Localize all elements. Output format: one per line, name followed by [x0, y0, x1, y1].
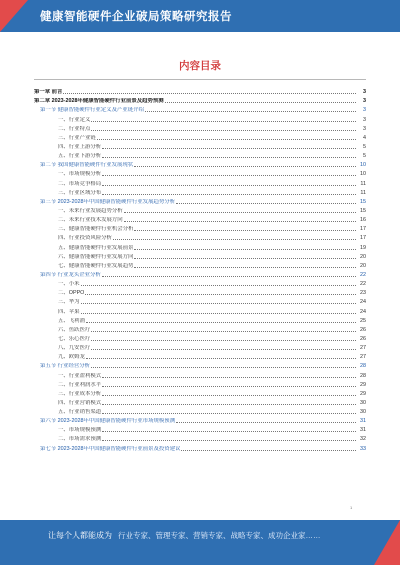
- toc-entry-text: 一、市场规模分析: [58, 171, 102, 178]
- toc-entry-text: 一、市场规模预测: [58, 427, 102, 434]
- toc-entry-text: 一、行业定义: [58, 116, 91, 123]
- toc-page-number: 10: [360, 162, 366, 169]
- toc-entry-text: 五、行业销售渠道: [58, 409, 102, 416]
- toc-entry-text: 五、健康智能硬件行业发展前景: [58, 244, 134, 251]
- toc-dot-leader: [86, 322, 356, 323]
- toc-dot-leader: [102, 194, 356, 195]
- toc-entry[interactable]: [34, 205, 366, 214]
- toc-entry[interactable]: [34, 278, 366, 287]
- toc-dot-leader: [176, 422, 356, 423]
- toc-entry[interactable]: [34, 177, 366, 186]
- toc-page-number: 27: [360, 345, 366, 352]
- toc-dot-leader: [85, 294, 356, 295]
- toc-entry[interactable]: [34, 260, 366, 269]
- toc-entry-text: 一、小米: [58, 281, 80, 288]
- toc-entry-text: 第七节 2023-2028年中国健康智能硬件行业前景及投资建议: [40, 445, 181, 452]
- toc-entry[interactable]: [34, 251, 366, 260]
- toc-dot-leader: [134, 258, 356, 259]
- toc-entry-text: 二、市场需求预测: [58, 436, 102, 443]
- header-bar: [0, 0, 400, 32]
- toc-entry[interactable]: [34, 95, 366, 104]
- toc-dot-leader: [134, 166, 356, 167]
- toc-page-number: 3: [363, 89, 366, 96]
- toc-page-number: 3: [363, 107, 366, 114]
- toc-entry[interactable]: [34, 86, 366, 95]
- toc-entry-text: 八、九安医疗: [58, 345, 91, 352]
- toc-page-number: 31: [360, 427, 366, 434]
- toc-dot-leader: [102, 157, 356, 158]
- toc-page-number: 5: [363, 143, 366, 150]
- toc-dot-leader: [81, 303, 356, 304]
- toc-entry[interactable]: [34, 442, 366, 451]
- toc-entry-text: 四、行业上游分析: [58, 143, 102, 150]
- toc-entry-text: 第三节 2023-2028年中国健康智能硬件行业发展趋势分析: [40, 198, 176, 205]
- toc-entry[interactable]: [34, 406, 366, 415]
- toc-entry[interactable]: [34, 232, 366, 241]
- toc-dot-leader: [97, 139, 356, 140]
- toc-title: 内容目录: [179, 60, 221, 72]
- toc-page-number: 22: [360, 281, 366, 288]
- toc-dot-leader: [145, 111, 356, 112]
- toc-page-number: 10: [360, 171, 366, 178]
- toc-dot-leader: [134, 267, 356, 268]
- toc-dot-leader: [176, 203, 356, 204]
- toc-entry-text: 二、行业利润水平: [58, 381, 102, 388]
- toc-entry-text: 第五节 行业经营分析: [40, 363, 91, 370]
- toc-page-number: 15: [360, 198, 366, 205]
- toc-entry-text: 四、苹果: [58, 308, 80, 315]
- toc-entry-text: 三、健康智能硬件行业机会分析: [58, 226, 134, 233]
- toc-entry[interactable]: [34, 351, 366, 360]
- toc-page-number: 31: [360, 418, 366, 425]
- toc-dot-leader: [102, 276, 356, 277]
- toc-entry[interactable]: [34, 159, 366, 168]
- toc-entry-text: 二、市场竞争格局: [58, 180, 102, 187]
- toc-page-number: 17: [360, 226, 366, 233]
- toc-entry-text: 九、欧姆龙: [58, 354, 85, 361]
- toc-entry-text: 第六节 2023-2028年中国健康智能硬件行业市场规模预测: [40, 418, 176, 425]
- toc-page-number: 20: [360, 262, 366, 269]
- toc-dot-leader: [91, 340, 356, 341]
- toc-page-number: 27: [360, 354, 366, 361]
- toc-page-number: 32: [360, 436, 366, 443]
- toc-entry[interactable]: [34, 424, 366, 433]
- toc-entry[interactable]: [34, 305, 366, 314]
- toc-entry-text: 四、行业营销模式: [58, 399, 102, 406]
- toc-dot-leader: [165, 102, 356, 103]
- toc-page-number: 17: [360, 235, 366, 242]
- toc-page-number: 26: [360, 335, 366, 342]
- toc-entry-text: 一、行业盈利模式: [58, 372, 102, 379]
- toc-entry[interactable]: [34, 379, 366, 388]
- toc-dot-leader: [102, 440, 356, 441]
- toc-dot-leader: [102, 413, 356, 414]
- page-marker: 1: [350, 505, 353, 510]
- toc-entry-text: 第二节 我国健康智能硬件行业发展现状: [40, 162, 134, 169]
- toc-page-number: 24: [360, 299, 366, 306]
- header-accent-triangle: [0, 0, 28, 32]
- toc-dot-leader: [134, 230, 356, 231]
- toc-dot-leader: [91, 130, 356, 131]
- toc-dot-leader: [134, 249, 356, 250]
- toc-list: [34, 86, 366, 452]
- toc-page-number: 4: [363, 134, 366, 141]
- toc-page-number: 29: [360, 381, 366, 388]
- toc-page-number: 29: [360, 390, 366, 397]
- toc-entry[interactable]: [34, 196, 366, 205]
- toc-page-number: 28: [360, 363, 366, 370]
- toc-dot-leader: [63, 93, 356, 94]
- toc-page-number: 30: [360, 409, 366, 416]
- toc-entry[interactable]: [34, 168, 366, 177]
- toc-entry-text: 五、行业下游分析: [58, 153, 102, 160]
- toc-entry[interactable]: [34, 324, 366, 333]
- footer-bar: [0, 520, 400, 565]
- toc-dot-leader: [181, 450, 356, 451]
- toc-entry[interactable]: [34, 104, 366, 113]
- toc-entry[interactable]: [34, 132, 366, 141]
- toc-dot-leader: [113, 239, 356, 240]
- footer-slogan: 让每个人都能成为: [48, 531, 112, 540]
- toc-entry-text: 六、健康智能硬件行业发展方向: [58, 253, 134, 260]
- toc-entry[interactable]: [34, 388, 366, 397]
- toc-entry[interactable]: [34, 187, 366, 196]
- toc-entry[interactable]: [34, 296, 366, 305]
- toc-page-number: 5: [363, 153, 366, 160]
- toc-entry-text: 三、行业区域分布: [58, 189, 102, 196]
- toc-dot-leader: [102, 404, 356, 405]
- toc-entry-text: 五、飞利浦: [58, 317, 85, 324]
- toc-page-number: 11: [360, 189, 366, 196]
- toc-page-number: 16: [360, 217, 366, 224]
- toc-dot-leader: [102, 386, 356, 387]
- toc-entry[interactable]: [34, 333, 366, 342]
- toc-entry[interactable]: [34, 433, 366, 442]
- toc-entry[interactable]: [34, 360, 366, 369]
- toc-entry-text: 二、行业特点: [58, 125, 91, 132]
- toc-page-number: 15: [360, 207, 366, 214]
- toc-entry-text: 第一章 前言: [34, 89, 63, 96]
- toc-page-number: 30: [360, 399, 366, 406]
- toc-dot-leader: [102, 148, 356, 149]
- toc-entry[interactable]: [34, 415, 366, 424]
- toc-dot-leader: [102, 377, 356, 378]
- toc-page-number: 3: [363, 116, 366, 123]
- document-title: 健康智能硬件企业破局策略研究报告: [40, 11, 232, 23]
- toc-dot-leader: [91, 349, 356, 350]
- toc-entry-text: 七、健康智能硬件行业发展趋势: [58, 262, 134, 269]
- toc-dot-leader: [91, 331, 356, 332]
- toc-page-number: 11: [360, 180, 366, 187]
- toc-entry[interactable]: [34, 269, 366, 278]
- toc-entry[interactable]: [34, 397, 366, 406]
- toc-divider: [34, 79, 366, 80]
- toc-entry-text: 三、华为: [58, 299, 80, 306]
- toc-entry-text: 四、行业投资风险分析: [58, 235, 112, 242]
- toc-dot-leader: [81, 285, 356, 286]
- toc-entry[interactable]: [34, 241, 366, 250]
- toc-entry-text: 第一节 健康智能硬件行业定义及产业链介绍: [40, 107, 144, 114]
- toc-page-number: 28: [360, 372, 366, 379]
- toc-entry-text: 三、行业成本分析: [58, 390, 102, 397]
- toc-dot-leader: [102, 185, 356, 186]
- toc-entry[interactable]: [34, 150, 366, 159]
- toc-entry-text: 二、OPPO: [58, 290, 85, 297]
- toc-entry-text: 七、乐心医疗: [58, 335, 91, 342]
- toc-page-number: 23: [360, 290, 366, 297]
- toc-entry[interactable]: [34, 315, 366, 324]
- toc-dot-leader: [124, 221, 356, 222]
- toc-page-number: 3: [363, 98, 366, 105]
- footer-accent-triangle: [374, 520, 400, 565]
- toc-page-number: 25: [360, 317, 366, 324]
- toc-page-number: 33: [360, 445, 366, 452]
- toc-entry[interactable]: [34, 123, 366, 132]
- toc-page-number: 22: [360, 271, 366, 278]
- toc-page-number: 26: [360, 326, 366, 333]
- toc-entry-text: 一、未来行业发展趋势分析: [58, 207, 123, 214]
- toc-dot-leader: [102, 175, 356, 176]
- toc-page-number: 3: [363, 125, 366, 132]
- toc-dot-leader: [86, 358, 356, 359]
- toc-entry[interactable]: [34, 342, 366, 351]
- toc-dot-leader: [124, 212, 356, 213]
- toc-page-number: 19: [360, 244, 366, 251]
- toc-entry-text: 六、鱼跃医疗: [58, 326, 91, 333]
- toc-entry[interactable]: [34, 223, 366, 232]
- toc-entry-text: 第二章 2023-2028年健康智能硬件行业前景及趋势预测: [34, 98, 164, 105]
- footer-tagline: 行业专家、管理专家、营销专家、战略专家、成功企业家……: [118, 531, 321, 540]
- toc-dot-leader: [91, 121, 356, 122]
- toc-page-number: 20: [360, 253, 366, 260]
- toc-page-number: 24: [360, 308, 366, 315]
- toc-entry[interactable]: [34, 141, 366, 150]
- toc-entry[interactable]: [34, 113, 366, 122]
- toc-entry[interactable]: [34, 214, 366, 223]
- toc-entry[interactable]: [34, 369, 366, 378]
- toc-dot-leader: [91, 367, 356, 368]
- toc-entry-text: 三、行业产业链: [58, 134, 96, 141]
- toc-dot-leader: [81, 313, 356, 314]
- toc-dot-leader: [102, 431, 356, 432]
- toc-entry[interactable]: [34, 287, 366, 296]
- toc-entry-text: 第四节 行业龙头企业分析: [40, 271, 101, 278]
- toc-dot-leader: [102, 395, 356, 396]
- toc-entry-text: 二、未来行业技术发展方向: [58, 217, 123, 224]
